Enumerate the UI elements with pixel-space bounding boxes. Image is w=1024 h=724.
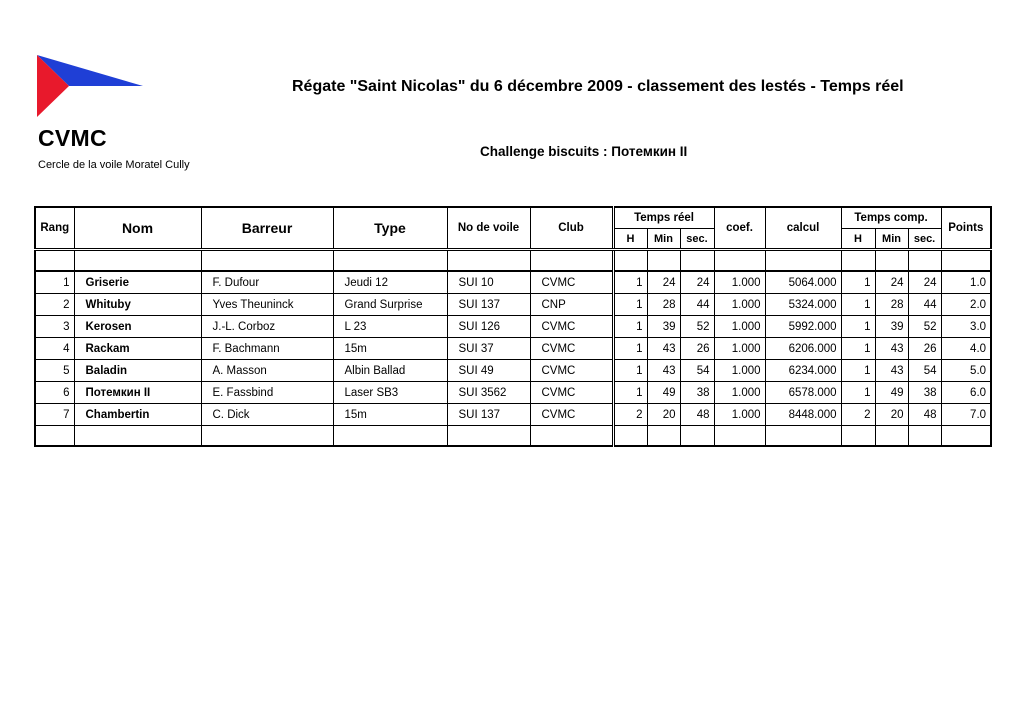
header-points: Points xyxy=(941,207,991,250)
type-cell: Laser SB3 xyxy=(333,382,447,404)
calcul-cell: 5064.000 xyxy=(765,271,841,294)
cvmc-pennant-logo xyxy=(37,55,143,117)
temps-comp-min-cell: 24 xyxy=(875,271,908,294)
temps-reel-min-cell: 49 xyxy=(647,382,680,404)
temps-comp-min-cell: 49 xyxy=(875,382,908,404)
type-cell: L 23 xyxy=(333,316,447,338)
temps-comp-min-cell: 43 xyxy=(875,360,908,382)
document-title: Régate "Saint Nicolas" du 6 décembre 2009 - classement des lestés - Temps réel xyxy=(292,78,904,95)
coef-cell: 1.000 xyxy=(714,404,765,426)
calcul-cell: 8448.000 xyxy=(765,404,841,426)
temps-reel-sec-cell: 38 xyxy=(680,382,714,404)
temps-reel-min-cell: 20 xyxy=(647,404,680,426)
header-type: Type xyxy=(333,207,447,250)
voile-cell: SUI 37 xyxy=(447,338,530,360)
temps-reel-min-cell: 28 xyxy=(647,294,680,316)
temps-reel-sec-cell: 48 xyxy=(680,404,714,426)
club-cell: CNP xyxy=(530,294,613,316)
calcul-cell: 5992.000 xyxy=(765,316,841,338)
blank-row xyxy=(35,250,991,272)
coef-cell: 1.000 xyxy=(714,360,765,382)
temps-comp-sec-cell: 52 xyxy=(908,316,941,338)
nom-cell: Потемкин II xyxy=(74,382,201,404)
header-reel-sec: sec. xyxy=(680,229,714,250)
points-cell: 5.0 xyxy=(941,360,991,382)
barreur-cell: E. Fassbind xyxy=(201,382,333,404)
results-body xyxy=(35,250,991,447)
type-cell: 15m xyxy=(333,338,447,360)
temps-comp-sec-cell: 54 xyxy=(908,360,941,382)
temps-comp-h-cell: 1 xyxy=(841,360,875,382)
rang-cell: 6 xyxy=(35,382,74,404)
type-cell: Albin Ballad xyxy=(333,360,447,382)
header-reel-h: H xyxy=(613,229,647,250)
temps-reel-sec-cell: 44 xyxy=(680,294,714,316)
rang-cell: 1 xyxy=(35,271,74,294)
temps-reel-h-cell: 1 xyxy=(613,338,647,360)
voile-cell: SUI 126 xyxy=(447,316,530,338)
header-temps-reel: Temps réel xyxy=(613,207,714,229)
club-cell: CVMC xyxy=(530,338,613,360)
nom-cell: Griserie xyxy=(74,271,201,294)
club-cell: CVMC xyxy=(530,382,613,404)
voile-cell: SUI 137 xyxy=(447,404,530,426)
header-comp-min: Min xyxy=(875,229,908,250)
temps-reel-sec-cell: 24 xyxy=(680,271,714,294)
points-cell: 7.0 xyxy=(941,404,991,426)
coef-cell: 1.000 xyxy=(714,294,765,316)
temps-comp-h-cell: 1 xyxy=(841,316,875,338)
points-cell: 1.0 xyxy=(941,271,991,294)
temps-reel-h-cell: 2 xyxy=(613,404,647,426)
calcul-cell: 6578.000 xyxy=(765,382,841,404)
voile-cell: SUI 49 xyxy=(447,360,530,382)
rang-cell: 7 xyxy=(35,404,74,426)
temps-comp-h-cell: 1 xyxy=(841,294,875,316)
organization-subtitle: Cercle de la voile Moratel Cully xyxy=(38,159,190,171)
temps-comp-min-cell: 28 xyxy=(875,294,908,316)
temps-reel-sec-cell: 54 xyxy=(680,360,714,382)
points-cell: 3.0 xyxy=(941,316,991,338)
nom-cell: Chambertin xyxy=(74,404,201,426)
rang-cell: 5 xyxy=(35,360,74,382)
temps-reel-min-cell: 43 xyxy=(647,360,680,382)
rang-cell: 2 xyxy=(35,294,74,316)
temps-reel-sec-cell: 26 xyxy=(680,338,714,360)
calcul-cell: 6206.000 xyxy=(765,338,841,360)
header-no-de-voile: No de voile xyxy=(447,207,530,250)
type-cell: Grand Surprise xyxy=(333,294,447,316)
barreur-cell: F. Bachmann xyxy=(201,338,333,360)
temps-reel-sec-cell: 52 xyxy=(680,316,714,338)
temps-reel-h-cell: 1 xyxy=(613,360,647,382)
temps-reel-h-cell: 1 xyxy=(613,271,647,294)
temps-reel-h-cell: 1 xyxy=(613,316,647,338)
nom-cell: Baladin xyxy=(74,360,201,382)
temps-comp-h-cell: 2 xyxy=(841,404,875,426)
calcul-cell: 5324.000 xyxy=(765,294,841,316)
temps-comp-min-cell: 39 xyxy=(875,316,908,338)
document-subtitle: Challenge biscuits : Потемкин II xyxy=(480,144,688,159)
club-cell: CVMC xyxy=(530,271,613,294)
temps-comp-min-cell: 43 xyxy=(875,338,908,360)
header-club: Club xyxy=(530,207,613,250)
temps-reel-min-cell: 39 xyxy=(647,316,680,338)
header-coef: coef. xyxy=(714,207,765,250)
barreur-cell: Yves Theuninck xyxy=(201,294,333,316)
temps-comp-min-cell: 20 xyxy=(875,404,908,426)
table-row xyxy=(35,271,991,294)
coef-cell: 1.000 xyxy=(714,271,765,294)
coef-cell: 1.000 xyxy=(714,382,765,404)
nom-cell: Rackam xyxy=(74,338,201,360)
nom-cell: Kerosen xyxy=(74,316,201,338)
blank-row xyxy=(35,426,991,447)
header-barreur: Barreur xyxy=(201,207,333,250)
rang-cell: 4 xyxy=(35,338,74,360)
club-cell: CVMC xyxy=(530,316,613,338)
points-cell: 4.0 xyxy=(941,338,991,360)
table-row xyxy=(35,338,991,360)
organization-name: CVMC xyxy=(38,125,107,151)
voile-cell: SUI 3562 xyxy=(447,382,530,404)
voile-cell: SUI 137 xyxy=(447,294,530,316)
nom-cell: Whituby xyxy=(74,294,201,316)
header-comp-sec: sec. xyxy=(908,229,941,250)
table-row xyxy=(35,316,991,338)
barreur-cell: J.-L. Corboz xyxy=(201,316,333,338)
table-row xyxy=(35,360,991,382)
table-row xyxy=(35,382,991,404)
header-reel-min: Min xyxy=(647,229,680,250)
header-temps-comp: Temps comp. xyxy=(841,207,941,229)
temps-reel-min-cell: 24 xyxy=(647,271,680,294)
club-cell: CVMC xyxy=(530,404,613,426)
temps-comp-sec-cell: 38 xyxy=(908,382,941,404)
voile-cell: SUI 10 xyxy=(447,271,530,294)
temps-reel-h-cell: 1 xyxy=(613,294,647,316)
header-comp-h: H xyxy=(841,229,875,250)
table-row xyxy=(35,294,991,316)
temps-reel-h-cell: 1 xyxy=(613,382,647,404)
type-cell: 15m xyxy=(333,404,447,426)
header-rang: Rang xyxy=(35,207,74,250)
temps-comp-sec-cell: 48 xyxy=(908,404,941,426)
temps-comp-h-cell: 1 xyxy=(841,338,875,360)
results-table xyxy=(34,206,992,447)
barreur-cell: F. Dufour xyxy=(201,271,333,294)
calcul-cell: 6234.000 xyxy=(765,360,841,382)
points-cell: 2.0 xyxy=(941,294,991,316)
temps-comp-h-cell: 1 xyxy=(841,271,875,294)
header-nom: Nom xyxy=(74,207,201,250)
temps-comp-h-cell: 1 xyxy=(841,382,875,404)
club-cell: CVMC xyxy=(530,360,613,382)
points-cell: 6.0 xyxy=(941,382,991,404)
table-row xyxy=(35,404,991,426)
temps-comp-sec-cell: 44 xyxy=(908,294,941,316)
temps-comp-sec-cell: 26 xyxy=(908,338,941,360)
temps-comp-sec-cell: 24 xyxy=(908,271,941,294)
barreur-cell: C. Dick xyxy=(201,404,333,426)
coef-cell: 1.000 xyxy=(714,338,765,360)
coef-cell: 1.000 xyxy=(714,316,765,338)
temps-reel-min-cell: 43 xyxy=(647,338,680,360)
barreur-cell: A. Masson xyxy=(201,360,333,382)
rang-cell: 3 xyxy=(35,316,74,338)
header-calcul: calcul xyxy=(765,207,841,250)
type-cell: Jeudi 12 xyxy=(333,271,447,294)
